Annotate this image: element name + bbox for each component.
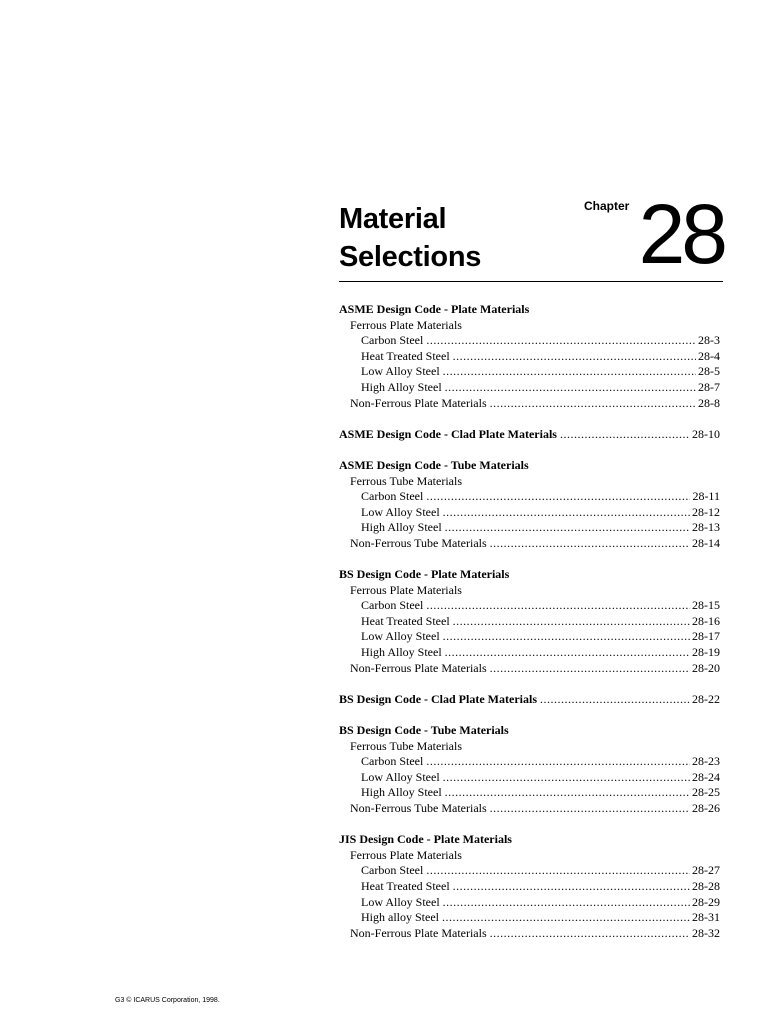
- toc-entry-label: JIS Design Code - Plate Materials: [339, 832, 512, 847]
- toc-entry-label: Carbon Steel: [361, 863, 424, 878]
- toc-entry-label: Low Alloy Steel: [361, 629, 440, 644]
- toc-entry[interactable]: [339, 895, 720, 911]
- dot-leader: [445, 380, 696, 396]
- toc-page-number: 28-20: [692, 660, 720, 675]
- toc-entry[interactable]: [339, 520, 720, 536]
- toc-entry-label: Non-Ferrous Plate Materials: [350, 395, 487, 410]
- toc-entry-label: Low Alloy Steel: [361, 364, 440, 379]
- toc-section-heading[interactable]: [339, 302, 720, 318]
- toc-page-number: 28-25: [692, 785, 720, 800]
- toc-entry[interactable]: [339, 396, 720, 412]
- toc-entry-label: ASME Design Code - Tube Materials: [339, 457, 529, 472]
- dot-leader: [443, 505, 690, 521]
- dot-leader: [490, 396, 696, 412]
- toc-page-number: 28-22: [692, 691, 720, 706]
- toc-entry-label: High Alloy Steel: [361, 645, 442, 660]
- title-divider: [339, 281, 723, 282]
- toc-page-number: 28-28: [692, 878, 720, 893]
- toc-entry-label: Heat Treated Steel: [361, 348, 450, 363]
- chapter-number: 28: [638, 187, 724, 281]
- toc-entry-label: Non-Ferrous Plate Materials: [350, 925, 487, 940]
- toc-entry-label: Ferrous Plate Materials: [350, 847, 462, 862]
- toc-spacer: [339, 676, 720, 692]
- toc-page-number: 28-13: [692, 520, 720, 535]
- dot-leader: [453, 614, 690, 630]
- dot-leader: [445, 645, 690, 661]
- toc-entry-label: Ferrous Plate Materials: [350, 582, 462, 597]
- toc-entry-label: Non-Ferrous Plate Materials: [350, 660, 487, 675]
- toc-entry-label: BS Design Code - Clad Plate Materials: [339, 691, 537, 706]
- toc-entry-label: Ferrous Tube Materials: [350, 738, 462, 753]
- toc-page-number: 28-7: [698, 379, 720, 394]
- toc-section-heading[interactable]: [339, 723, 720, 739]
- toc-page-number: 28-15: [692, 598, 720, 613]
- toc-page-number: 28-3: [698, 333, 720, 348]
- toc-entry[interactable]: [339, 848, 720, 864]
- dot-leader: [490, 926, 690, 942]
- toc-entry[interactable]: [339, 583, 720, 599]
- toc-entry[interactable]: [339, 645, 720, 661]
- toc-entry[interactable]: [339, 661, 720, 677]
- toc-page-number: 28-31: [692, 910, 720, 925]
- toc-page-number: 28-23: [692, 754, 720, 769]
- toc-entry[interactable]: [339, 754, 720, 770]
- toc-entry-label: High alloy Steel: [361, 910, 439, 925]
- dot-leader: [443, 895, 690, 911]
- toc-entry-label: Ferrous Tube Materials: [350, 473, 462, 488]
- toc-entry[interactable]: [339, 349, 720, 365]
- toc-spacer: [339, 411, 720, 427]
- dot-leader: [442, 910, 690, 926]
- chapter-title: [339, 200, 589, 276]
- toc-entry[interactable]: [339, 505, 720, 521]
- toc-entry-label: ASME Design Code - Plate Materials: [339, 302, 530, 316]
- toc-section-heading[interactable]: [339, 427, 720, 443]
- toc-section-heading[interactable]: [339, 567, 720, 583]
- dot-leader: [453, 879, 690, 895]
- dot-leader: [453, 349, 696, 365]
- toc-entry-label: Non-Ferrous Tube Materials: [350, 535, 487, 550]
- toc-spacer: [339, 707, 720, 723]
- dot-leader: [426, 863, 690, 879]
- toc-section-heading[interactable]: [339, 832, 720, 848]
- page-footer: G3 © ICARUS Corporation, 1998.: [115, 997, 220, 1004]
- toc-spacer: [339, 442, 720, 458]
- toc-page-number: 28-8: [698, 395, 720, 410]
- toc-entry[interactable]: [339, 364, 720, 380]
- dot-leader: [490, 801, 690, 817]
- chapter-label: Chapter: [584, 199, 630, 213]
- toc-entry-label: BS Design Code - Plate Materials: [339, 567, 510, 582]
- toc-entry[interactable]: [339, 926, 720, 942]
- toc-entry[interactable]: [339, 785, 720, 801]
- dot-leader: [426, 333, 696, 349]
- toc-entry[interactable]: [339, 910, 720, 926]
- toc-page-number: 28-29: [692, 894, 720, 909]
- dot-leader: [443, 629, 690, 645]
- toc-entry-label: Non-Ferrous Tube Materials: [350, 801, 487, 815]
- toc-entry[interactable]: [339, 536, 720, 552]
- dot-leader: [445, 520, 690, 536]
- dot-leader: [540, 692, 690, 708]
- dot-leader: [490, 536, 690, 552]
- toc-entry[interactable]: [339, 739, 720, 755]
- toc-entry-label: Carbon Steel: [361, 598, 424, 613]
- toc-entry[interactable]: [339, 629, 720, 645]
- toc-entry[interactable]: [339, 474, 720, 490]
- toc-entry[interactable]: [339, 863, 720, 879]
- toc-entry-label: Ferrous Plate Materials: [350, 317, 462, 332]
- toc-entry-label: Carbon Steel: [361, 333, 424, 348]
- toc-entry[interactable]: [339, 318, 720, 334]
- toc-entry[interactable]: [339, 801, 720, 817]
- toc-entry-label: High Alloy Steel: [361, 379, 442, 394]
- toc-page-number: 28-5: [698, 364, 720, 379]
- toc-entry-label: Low Alloy Steel: [361, 504, 440, 519]
- toc-page-number: 28-12: [692, 504, 720, 519]
- toc-entry-label: High Alloy Steel: [361, 520, 442, 535]
- toc-page-number: 28-16: [692, 613, 720, 628]
- toc-entry[interactable]: [339, 380, 720, 396]
- toc-page-number: 28-14: [692, 535, 720, 550]
- toc-entry-label: Carbon Steel: [361, 754, 424, 769]
- dot-leader: [445, 785, 690, 801]
- toc-entry-label: Heat Treated Steel: [361, 613, 450, 628]
- toc-entry-label: Heat Treated Steel: [361, 878, 450, 893]
- toc-entry[interactable]: [339, 489, 720, 505]
- toc-entry-label: High Alloy Steel: [361, 785, 442, 800]
- toc-page-number: 28-24: [692, 769, 720, 784]
- toc-section-heading[interactable]: [339, 692, 720, 708]
- toc-page-number: 28-17: [692, 629, 720, 644]
- dot-leader: [443, 770, 690, 786]
- toc-entry-label: Low Alloy Steel: [361, 894, 440, 909]
- toc-entry[interactable]: [339, 770, 720, 786]
- toc-entry-label: Carbon Steel: [361, 489, 424, 504]
- toc-entry[interactable]: [339, 614, 720, 630]
- dot-leader: [426, 489, 690, 505]
- dot-leader: [443, 364, 696, 380]
- toc-section-heading[interactable]: [339, 458, 720, 474]
- toc-page-number: 28-27: [692, 863, 720, 878]
- toc-spacer: [339, 817, 720, 833]
- dot-leader: [426, 598, 690, 614]
- toc-page-number: 28-10: [692, 426, 720, 441]
- dot-leader: [426, 754, 690, 770]
- toc-page-number: 28-26: [692, 801, 720, 815]
- toc-entry[interactable]: [339, 879, 720, 895]
- toc-page-number: 28-11: [692, 489, 720, 504]
- toc-entry-label: Low Alloy Steel: [361, 769, 440, 784]
- toc-page-number: 28-4: [698, 348, 720, 363]
- chapter-title-line1: Material: [339, 203, 447, 235]
- toc-page-number: 28-19: [692, 645, 720, 660]
- toc-entry[interactable]: [339, 333, 720, 349]
- toc-page-number: 28-32: [692, 925, 720, 940]
- toc-entry-label: BS Design Code - Tube Materials: [339, 723, 509, 738]
- toc-entry[interactable]: [339, 598, 720, 614]
- dot-leader: [560, 427, 690, 443]
- dot-leader: [490, 661, 690, 677]
- chapter-title-line2: Selections: [339, 241, 482, 273]
- toc-entry-label: ASME Design Code - Clad Plate Materials: [339, 426, 557, 441]
- toc-spacer: [339, 552, 720, 568]
- table-of-contents: [339, 302, 720, 941]
